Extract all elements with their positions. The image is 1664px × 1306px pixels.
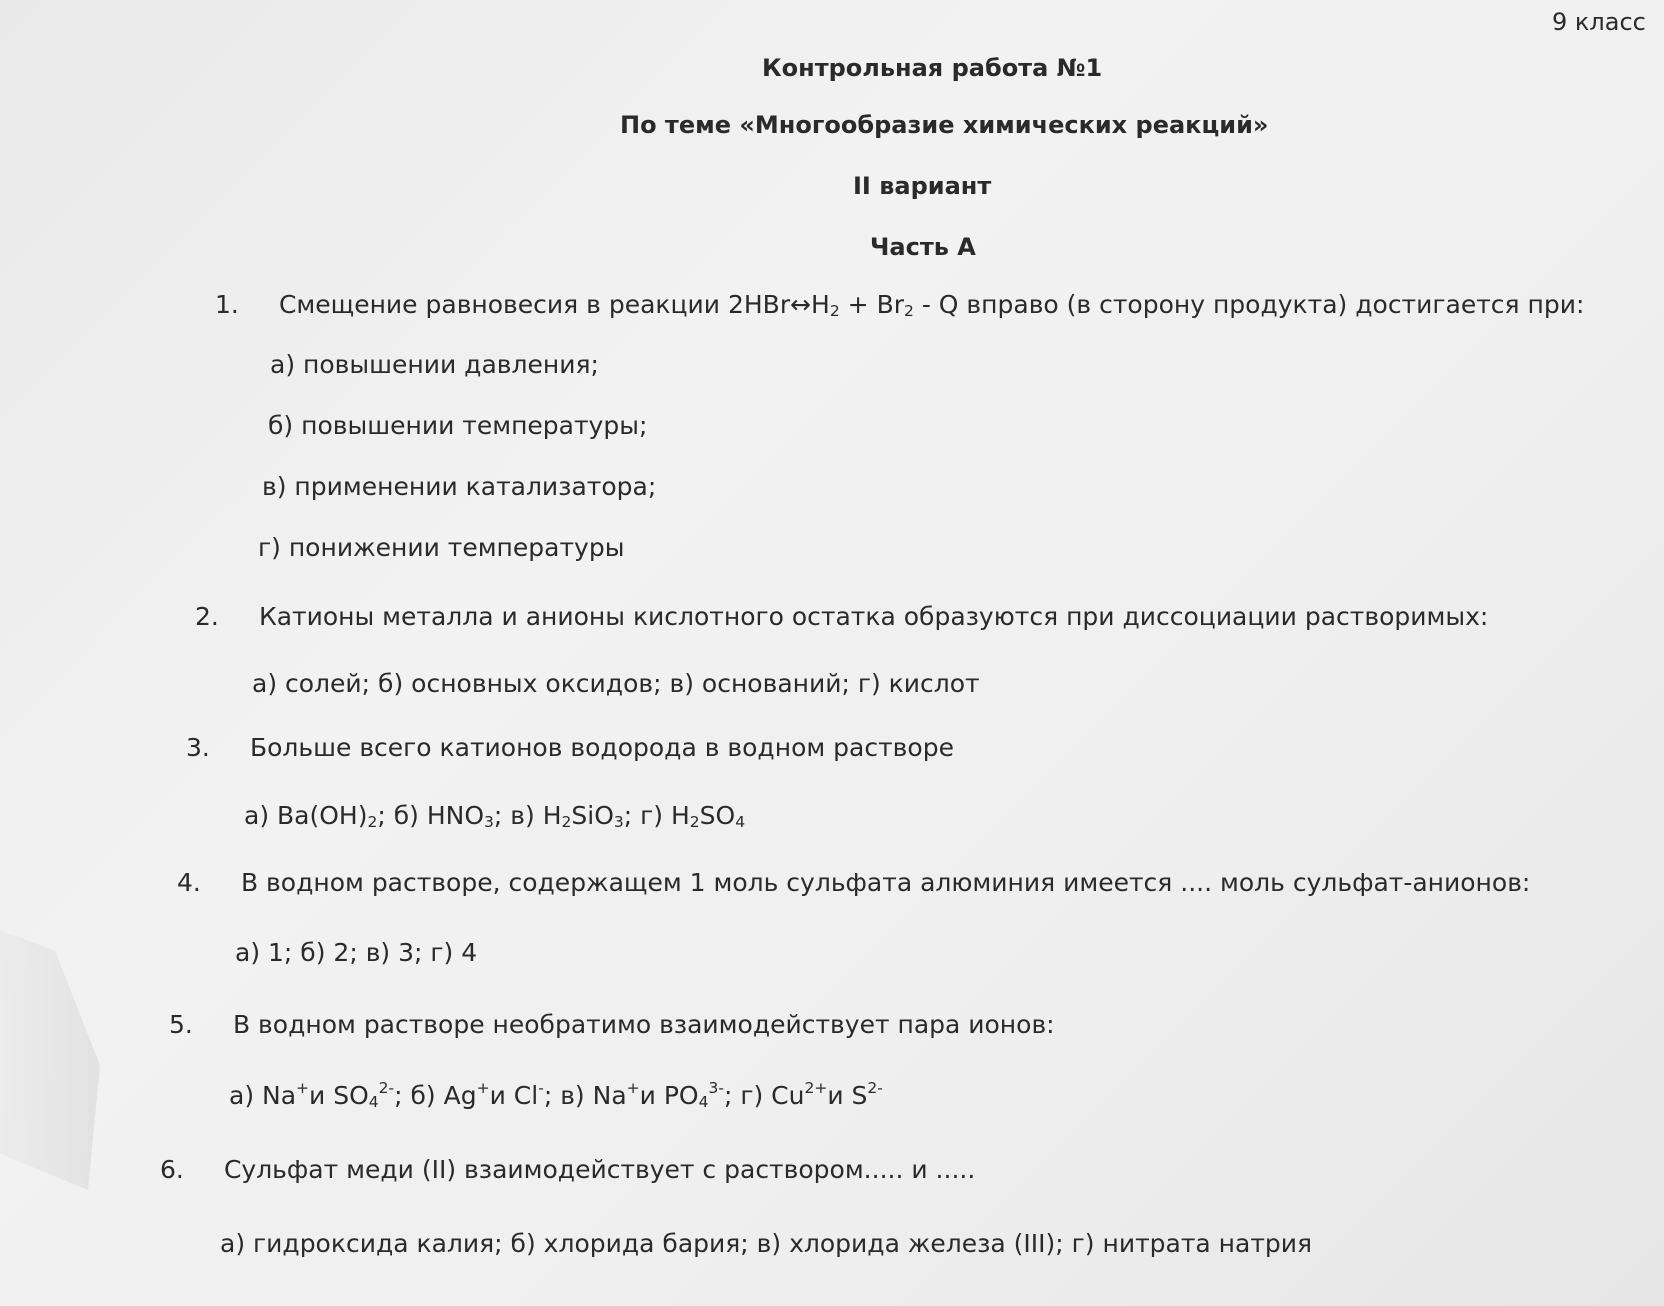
question-4-number: 4. [177, 868, 201, 897]
question-5-answer-b-end: ; [543, 1081, 561, 1110]
question-3-answer-b-sub: 3 [484, 812, 494, 831]
question-4-text: В водном растворе, содержащем 1 моль сульфата алюминия имеется .... моль сульфат-анионов: [240, 868, 1531, 897]
variant-label: II вариант [853, 172, 992, 200]
question-6 [160, 1157, 975, 1182]
question-1-text-before: Смещение равновесия в реакции 2HBr↔H [278, 290, 830, 319]
question-3-answer-a-sub: 2 [367, 812, 378, 831]
question-5-answer-c-end: ; [723, 1081, 741, 1110]
question-5-answer-a-label: а) Na [229, 1081, 297, 1110]
question-1 [215, 290, 1585, 320]
question-5-answer-c-sub: 4 [698, 1092, 709, 1111]
question-2-answers: а) солей; б) основных оксидов; в) оснований; г) кислот [252, 669, 980, 698]
question-1-answer-b: б) повышении температуры; [268, 411, 648, 440]
question-1-subscript-1: 2 [829, 301, 840, 320]
question-5-answer-a-end: ; [394, 1081, 411, 1110]
question-6-number: 6. [160, 1155, 184, 1184]
question-2 [195, 604, 1488, 629]
question-3-answer-c: в) H [510, 801, 562, 830]
question-3-answers [244, 801, 746, 831]
document-subtitle: По теме «Многообразие химических реакций» [620, 111, 1269, 139]
question-5-answer-c-sup-2: 3- [708, 1078, 724, 1097]
question-5-text: В водном растворе необратимо взаимодействует пара ионов: [232, 1010, 1055, 1039]
question-2-number: 2. [195, 602, 219, 631]
question-5-answer-b-label: б) Ag [410, 1081, 477, 1110]
part-label: Часть А [870, 233, 976, 261]
question-6-answers: а) гидроксида калия; б) хлорида бария; в) хлорида железа (III); г) нитрата натрия [220, 1229, 1313, 1258]
question-1-text-middle: + Br [839, 290, 905, 319]
question-1-answer-d: г) понижении температуры [258, 533, 625, 562]
document-title: Контрольная работа №1 [762, 54, 1103, 82]
question-3-answer-c-sub-2: 3 [613, 812, 624, 831]
question-3-answer-d-sub-2: 4 [735, 812, 746, 831]
question-3-text: Больше всего катионов водорода в водном растворе [249, 733, 954, 762]
grade-label: 9 класс [1552, 8, 1646, 36]
question-5-answer-a-sub: 4 [368, 1092, 379, 1111]
question-3-answer-d-middle: SO [699, 801, 736, 830]
question-5-answer-a-sup: + [296, 1078, 310, 1097]
question-5-answer-d-label: г) Cu [740, 1081, 805, 1110]
question-3-answer-b: б) HNO [393, 801, 485, 830]
question-3-answer-d: г) H [640, 801, 690, 830]
paper-edge-shadow [0, 930, 100, 1190]
question-5-answer-d-middle: и S [827, 1081, 868, 1110]
question-1-number: 1. [215, 290, 239, 319]
question-3 [186, 735, 954, 760]
question-3-answer-b-end: ; [493, 801, 511, 830]
question-5 [169, 1012, 1055, 1037]
question-3-answer-a-end: ; [377, 801, 394, 830]
question-3-answer-a: а) Ba(OH) [244, 801, 368, 830]
question-5-answer-d-sup: 2+ [804, 1078, 828, 1097]
question-3-number: 3. [186, 733, 210, 762]
question-3-answer-c-end: ; [623, 801, 641, 830]
question-3-answer-d-sub-1: 2 [689, 812, 700, 831]
question-6-text: Сульфат меди (II) взаимодействует с раствором..... и ..... [223, 1155, 976, 1184]
question-5-answer-c-label: в) Na [560, 1081, 627, 1110]
question-3-answer-c-sub-1: 2 [561, 812, 572, 831]
question-5-answer-c-sup: + [626, 1078, 640, 1097]
question-5-number: 5. [169, 1010, 193, 1039]
question-5-answer-b-middle: и Cl [489, 1081, 539, 1110]
question-5-answer-d-sup-2: 2- [867, 1078, 883, 1097]
question-1-subscript-2: 2 [904, 301, 914, 320]
question-4-answers: а) 1; б) 2; в) 3; г) 4 [235, 938, 478, 967]
question-5-answers [229, 1078, 883, 1111]
question-2-text: Катионы металла и анионы кислотного остатка образуются при диссоциации растворимых: [258, 602, 1489, 631]
question-5-answer-c-middle: и PO [639, 1081, 699, 1110]
question-1-answer-a: а) повышении давления; [270, 350, 599, 379]
question-3-answer-c-middle: SiO [571, 801, 614, 830]
question-5-answer-b-sup-2: - [538, 1078, 544, 1097]
question-5-answer-b-sup: + [476, 1078, 490, 1097]
question-5-answer-a-sup-2: 2- [378, 1078, 395, 1097]
question-5-answer-a-middle: и SO [309, 1081, 369, 1110]
question-4 [177, 870, 1530, 895]
question-1-answer-c: в) применении катализатора; [262, 472, 657, 501]
question-1-text-after: - Q вправо (в сторону продукта) достигается при: [913, 290, 1585, 319]
